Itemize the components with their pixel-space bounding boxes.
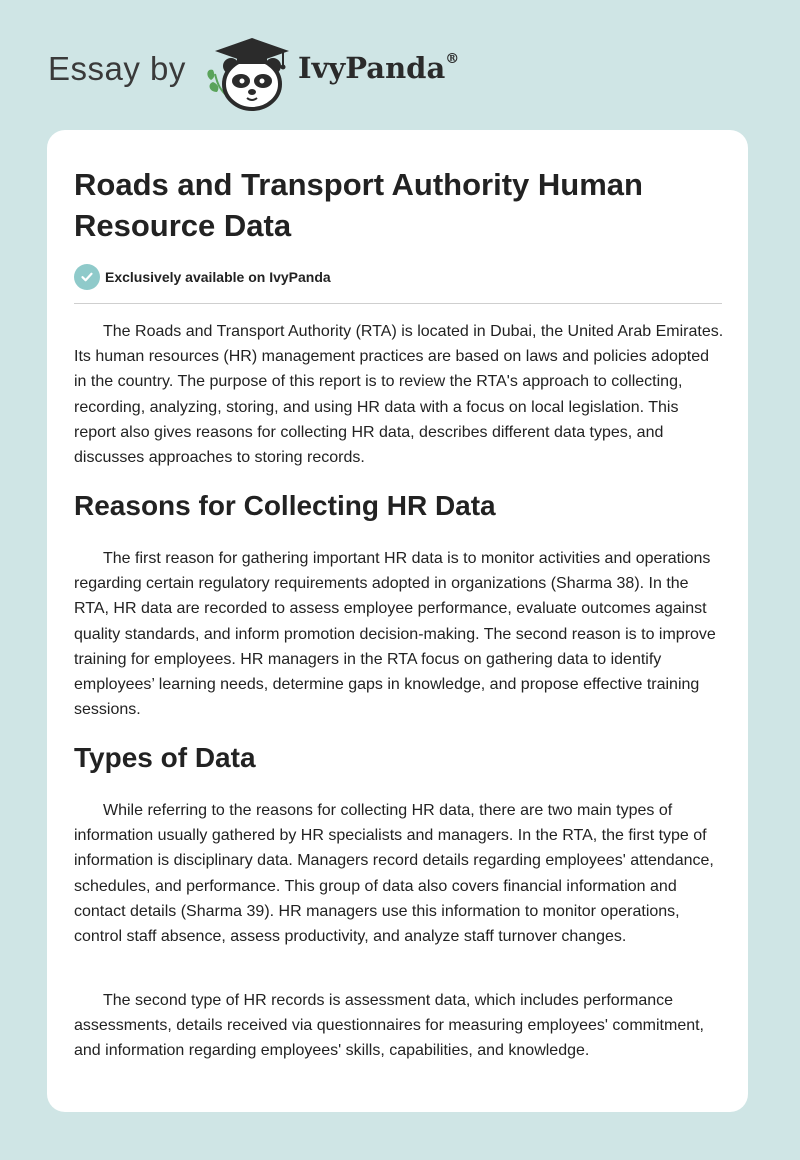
ivypanda-logo[interactable] bbox=[203, 34, 295, 112]
section-heading-reasons: Reasons for Collecting HR Data bbox=[74, 490, 496, 521]
divider bbox=[74, 303, 722, 304]
registered-mark: ® bbox=[445, 51, 460, 68]
panda-logo-icon bbox=[203, 34, 295, 112]
site-header bbox=[0, 0, 800, 130]
brand-name[interactable] bbox=[298, 51, 459, 85]
reasons-paragraph: The first reason for gathering important HR data is to monitor activities and operations regarding certain regulatory requirements adopted in organizations (Sharma 38). In the RTA, HR data are recorded to assess employee performance, evaluate outcomes against quality standards, and inform promotion decision-making. The second reason is to improve training for employees. HR managers in the RTA focus on gathering data to identify employees’ learning needs, determine gaps in knowledge, and propose effective training sessions. bbox=[74, 550, 716, 719]
exclusive-badge bbox=[74, 264, 331, 290]
brand-text: IvyPanda bbox=[298, 51, 446, 85]
intro-paragraph: The Roads and Transport Authority (RTA) is located in Dubai, the United Arab Emirates. Its human resources (HR) management practices are based on laws and policies adopted in the country. The purpose of this report is to review the RTA's approach to collecting, recording, analyzing, storing, and using HR data with a focus on local legislation. This report also gives reasons for collecting HR data, describes different data types, and discusses approaches to storing records. bbox=[74, 323, 724, 467]
essay-card bbox=[47, 130, 748, 1112]
essay-by-label: Essay by bbox=[48, 50, 186, 87]
exclusive-badge-label: Exclusively available on IvyPanda bbox=[105, 269, 331, 285]
types-paragraph-2: The second type of HR records is assessment data, which includes performance assessments, details received via questionnaires for measuring employees' commitment, and information regarding employees' skills, capabilities, and knowledge. bbox=[74, 992, 704, 1060]
check-circle-icon bbox=[74, 264, 100, 290]
section-heading-types: Types of Data bbox=[74, 742, 256, 773]
page-title: Roads and Transport Authority Human Resource Data bbox=[74, 167, 643, 243]
types-paragraph-1: While referring to the reasons for collecting HR data, there are two main types of information usually gathered by HR specialists and managers. In the RTA, the first type of information is disciplinary data. Managers record details regarding employees' attendance, schedules, and performance. This group of data also covers financial information and contact details (Sharma 39). HR managers use this information to monitor operations, control staff absence, assess productivity, and analyze staff turnover changes. bbox=[74, 802, 714, 946]
